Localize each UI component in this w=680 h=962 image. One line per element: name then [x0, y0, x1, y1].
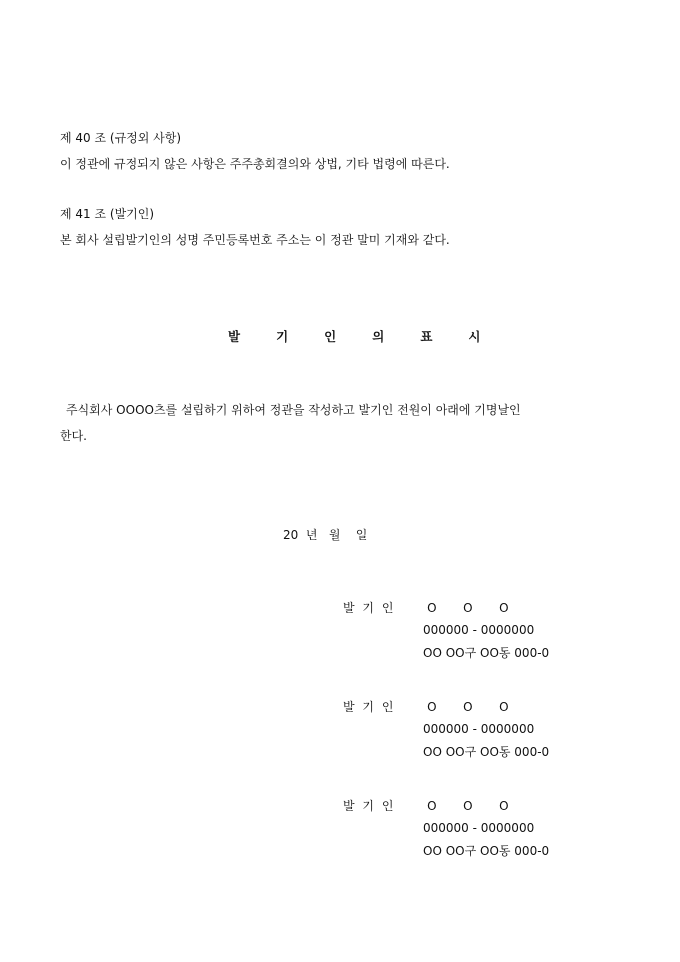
title-char: 발 — [228, 329, 241, 344]
signer-label: 발 기 인 — [343, 700, 396, 714]
name-mark: O — [499, 601, 509, 615]
signer-address: OO OO구 OO동 000-0 — [423, 646, 550, 660]
signer-address: OO OO구 OO동 000-0 — [423, 844, 550, 858]
article-40-heading: 제 40 조 (규정외 사항) — [60, 131, 182, 145]
signer-block-3 — [343, 797, 549, 859]
intro-line-1: 주식회사 OOOO츠를 설립하기 위하여 정관을 작성하고 발기인 전원이 아래에 기명날인 — [66, 403, 521, 417]
name-mark: O — [463, 799, 473, 813]
signer-name-row — [343, 797, 549, 814]
name-mark: O — [427, 601, 437, 615]
title-char: 인 — [324, 329, 337, 344]
name-mark: O — [463, 601, 473, 615]
section-title — [228, 327, 480, 345]
article-40-body: 이 정관에 규정되지 않은 사항은 주주총회결의와 상법, 기타 법령에 따른다. — [60, 157, 450, 171]
name-placeholder-marks — [427, 601, 509, 615]
signer-label: 발 기 인 — [343, 601, 396, 615]
name-mark: O — [463, 700, 473, 714]
title-char: 시 — [468, 329, 481, 344]
name-placeholder-marks — [427, 799, 509, 813]
name-placeholder-marks — [427, 700, 509, 714]
name-mark: O — [427, 799, 437, 813]
title-char: 표 — [420, 329, 433, 344]
signer-id-number: 000000 - 0000000 — [423, 623, 535, 637]
article-41-body: 본 회사 설립발기인의 성명 주민등록번호 주소는 이 정관 말미 기재와 같다. — [60, 233, 450, 247]
title-char: 기 — [276, 329, 289, 344]
signer-id-number: 000000 - 0000000 — [423, 821, 535, 835]
date-line: 20 년 월 일 — [283, 528, 368, 542]
name-mark: O — [499, 799, 509, 813]
signer-name-row — [343, 599, 549, 616]
article-41-heading: 제 41 조 (발기인) — [60, 207, 155, 221]
title-char: 의 — [372, 329, 385, 344]
signer-label: 발 기 인 — [343, 799, 396, 813]
name-mark: O — [427, 700, 437, 714]
name-mark: O — [499, 700, 509, 714]
signer-address: OO OO구 OO동 000-0 — [423, 745, 550, 759]
signer-block-2 — [343, 698, 549, 760]
intro-line-2: 한다. — [60, 429, 87, 443]
signer-block-1 — [343, 599, 549, 661]
signer-id-number: 000000 - 0000000 — [423, 722, 535, 736]
signer-name-row — [343, 698, 549, 715]
